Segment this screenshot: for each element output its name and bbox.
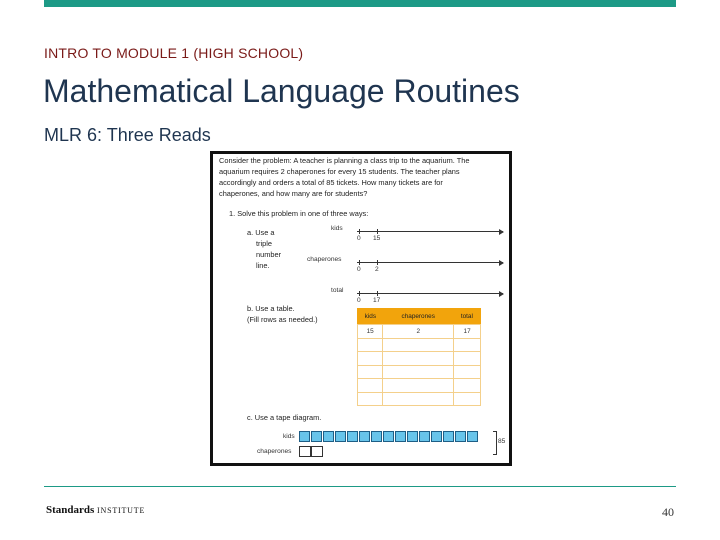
table-cell: 15 [358, 325, 383, 339]
part-b-line: b. Use a table. [247, 304, 295, 313]
tape-box [359, 431, 370, 442]
table-row [358, 379, 481, 393]
tape-box [335, 431, 346, 442]
question-text: 1. Solve this problem in one of three ways: [229, 209, 369, 218]
table-cell: 17 [454, 325, 481, 339]
tick-mark [377, 291, 378, 296]
problem-line: chaperones, and how many are for students? [219, 189, 368, 198]
logo-main-text: Standards [46, 504, 95, 516]
part-a-label [247, 227, 281, 271]
tape-box [419, 431, 430, 442]
part-c-label: c. Use a tape diagram. [247, 413, 322, 422]
part-a-line: line. [256, 261, 270, 270]
table-cell [358, 365, 383, 379]
table-header-row [358, 309, 481, 325]
table-cell [454, 365, 481, 379]
tape-box [383, 431, 394, 442]
table-cell [454, 352, 481, 366]
ratio-table [357, 308, 481, 406]
page-number: 40 [662, 505, 674, 519]
tape-box [443, 431, 454, 442]
kids-tape [299, 431, 479, 442]
tape-total-label: 85 [498, 438, 506, 445]
tape-box [323, 431, 334, 442]
tape-box [455, 431, 466, 442]
table-row [358, 392, 481, 406]
tape-box [467, 431, 478, 442]
part-a-line: a. Use a [247, 228, 275, 237]
problem-line: accordingly and orders a total of 85 tickets. How many tickets are for [219, 178, 443, 187]
number-line-label: total [331, 287, 344, 294]
part-b-line: (Fill rows as needed.) [247, 315, 318, 324]
table-cell [358, 352, 383, 366]
table-cell [454, 379, 481, 393]
tape-box [371, 431, 382, 442]
table-cell [358, 392, 383, 406]
tick-label: 0 [357, 297, 361, 304]
table-cell [383, 352, 454, 366]
table-cell [454, 338, 481, 352]
chaperones-tape [299, 446, 323, 457]
part-a-line: number [256, 250, 282, 259]
tape-box [395, 431, 406, 442]
top-accent-bar [44, 0, 676, 7]
table-cell [383, 365, 454, 379]
table-cell [383, 392, 454, 406]
tick-mark [359, 260, 360, 265]
footer-divider [44, 486, 676, 487]
number-line-label: kids [331, 225, 343, 232]
table-header-cell: total [454, 309, 481, 325]
part-b-label [247, 303, 318, 325]
table-row [358, 338, 481, 352]
table-cell: 2 [383, 325, 454, 339]
problem-statement [219, 155, 509, 199]
tick-label: 0 [357, 235, 361, 242]
table-header-cell: kids [358, 309, 383, 325]
table-cell [383, 379, 454, 393]
tape-box [431, 431, 442, 442]
page-title: Mathematical Language Routines [43, 73, 520, 109]
table-cell [454, 392, 481, 406]
table-row [358, 325, 481, 339]
problem-line: aquarium requires 2 chaperones for every 15 students. The teacher plans [219, 167, 460, 176]
table-row [358, 352, 481, 366]
table-cell [358, 338, 383, 352]
tape-chaperones-label: chaperones [257, 448, 292, 455]
tick-label: 0 [357, 266, 361, 273]
tick-mark [377, 260, 378, 265]
total-number-line [357, 293, 503, 294]
tape-box [311, 431, 322, 442]
tick-label: 15 [373, 235, 381, 242]
logo-sub-text: INSTITUTE [97, 506, 146, 515]
table-cell [383, 338, 454, 352]
tape-kids-label: kids [283, 433, 295, 440]
section-kicker: INTRO TO MODULE 1 (HIGH SCHOOL) [44, 45, 304, 61]
problem-line: Consider the problem: A teacher is planning a class trip to the aquarium. The [219, 156, 470, 165]
tape-box [407, 431, 418, 442]
page-subtitle: MLR 6: Three Reads [44, 125, 211, 145]
tick-label: 2 [375, 266, 379, 273]
tape-box [311, 446, 323, 457]
worksheet-image [210, 151, 512, 466]
tick-label: 17 [373, 297, 381, 304]
tape-box [299, 431, 310, 442]
total-brace [493, 431, 497, 455]
tick-mark [359, 229, 360, 234]
table-header-cell: chaperones [383, 309, 454, 325]
number-line-label: chaperones [307, 256, 342, 263]
tick-mark [377, 229, 378, 234]
table-row [358, 365, 481, 379]
chaperones-number-line [357, 262, 503, 263]
tape-box [347, 431, 358, 442]
part-a-line: triple [256, 239, 273, 248]
tape-box [299, 446, 311, 457]
tick-mark [359, 291, 360, 296]
table-cell [358, 379, 383, 393]
standards-institute-logo [46, 504, 145, 516]
kids-number-line [357, 231, 503, 232]
